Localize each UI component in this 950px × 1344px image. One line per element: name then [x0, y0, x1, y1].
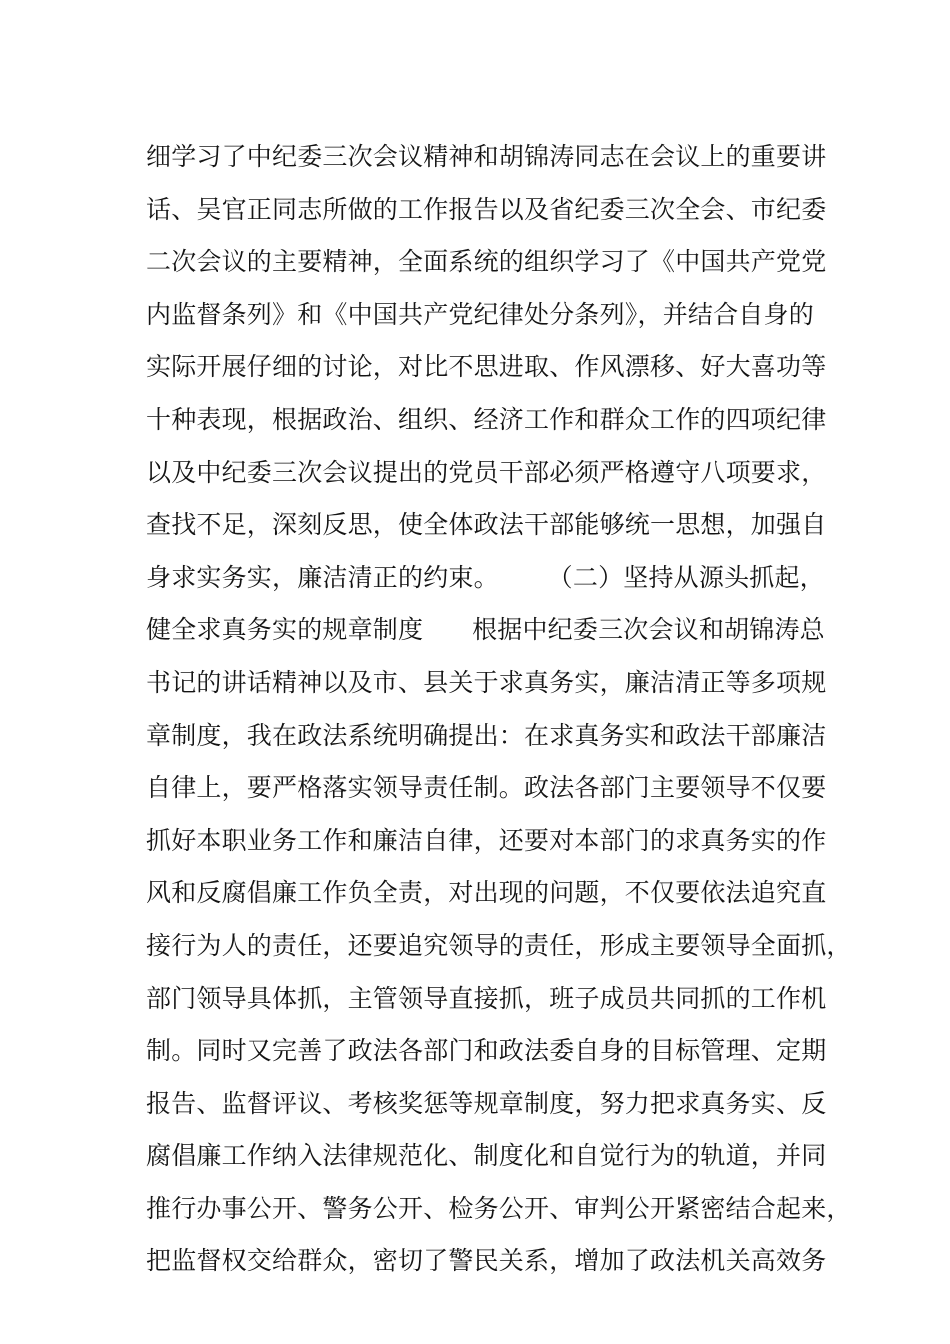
text-line: 腐倡廉工作纳入法律规范化、制度化和自觉行为的轨道，并同 [146, 1141, 827, 1171]
text-line: 自律上，要严格落实领导责任制。政法各部门主要领导不仅要 [146, 773, 827, 803]
text-line: 二次会议的主要精神，全面系统的组织学习了《中国共产党党 [146, 247, 827, 277]
text-line: 身求实务实，廉洁清正的约束。 （二）坚持从源头抓起， [146, 562, 825, 592]
text-line: 报告、监督评议、考核奖惩等规章制度，努力把求真务实、反 [146, 1088, 827, 1118]
text-line: 实际开展仔细的讨论，对比不思进取、作风漂移、好大喜功等 [146, 352, 827, 382]
text-line: 查找不足，深刻反思，使全体政法干部能够统一思想，加强自 [146, 510, 827, 540]
text-line: 制。同时又完善了政法各部门和政法委自身的目标管理、定期 [146, 1036, 827, 1066]
text-line: 把监督权交给群众，密切了警民关系，增加了政法机关高效务 [146, 1246, 827, 1276]
text-line: 细学习了中纪委三次会议精神和胡锦涛同志在会议上的重要讲 [146, 142, 827, 171]
text-line: 健全求真务实的规章制度 根据中纪委三次会议和胡锦涛总 [146, 615, 825, 645]
text-line: 推行办事公开、警务公开、检务公开、审判公开紧密结合起来， [146, 1193, 852, 1223]
text-line: 部门领导具体抓，主管领导直接抓，班子成员共同抓的工作机 [146, 983, 827, 1013]
text-line: 内监督条列》和《中国共产党纪律处分条列》，并结合自身的 [146, 299, 814, 329]
text-line: 接行为人的责任，还要追究领导的责任，形成主要领导全面抓， [146, 930, 852, 960]
text-line: 抓好本职业务工作和廉洁自律，还要对本部门的求真务实的作 [146, 825, 827, 855]
body-text [146, 131, 852, 1288]
text-line: 十种表现，根据政治、组织、经济工作和群众工作的四项纪律 [146, 404, 827, 434]
text-line: 话、吴官正同志所做的工作报告以及省纪委三次全会、市纪委 [146, 194, 827, 224]
text-line: 章制度，我在政法系统明确提出：在求真务实和政法干部廉洁 [146, 720, 827, 750]
text-line: 书记的讲话精神以及市、县关于求真务实，廉洁清正等多项规 [146, 667, 827, 697]
text-line: 以及中纪委三次会议提出的党员干部必须严格遵守八项要求， [146, 457, 827, 487]
text-line: 风和反腐倡廉工作负全责，对出现的问题，不仅要依法追究直 [146, 878, 827, 908]
